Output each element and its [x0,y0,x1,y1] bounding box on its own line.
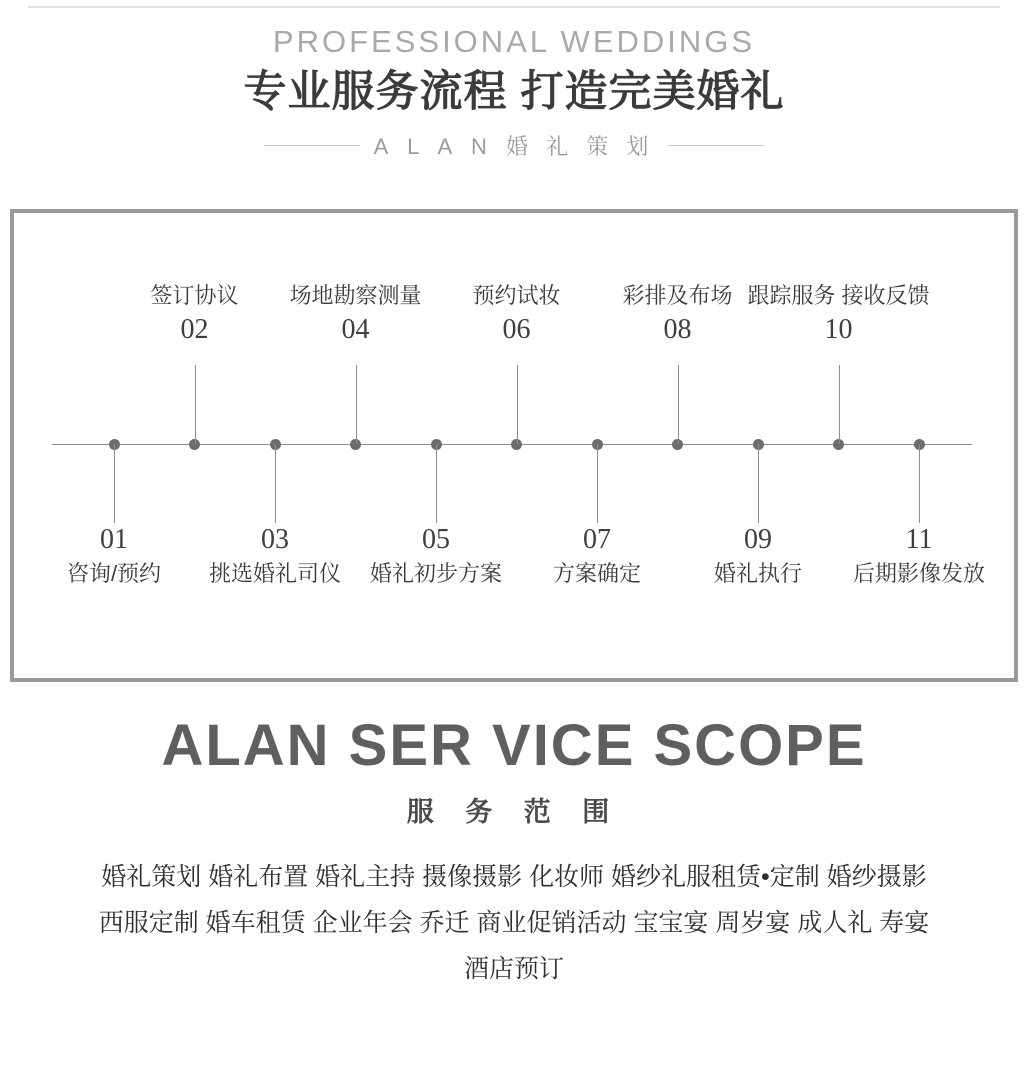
timeline-step-label: 跟踪服务 接收反馈 [747,283,930,308]
timeline-stem [517,365,518,444]
timeline-step-label: 方案确定 [552,561,642,586]
scope-text-block [0,854,1028,992]
timeline-step [472,281,560,347]
timeline-step-label: 婚礼初步方案 [369,561,503,586]
timeline-step [289,281,421,347]
header-subtitle-row [0,130,1028,161]
timeline-step [853,523,985,589]
timeline-step [553,523,641,589]
timeline-stem [356,365,357,444]
header-eyebrow: PROFESSIONAL WEDDINGS [272,24,756,59]
timeline-stem [758,444,759,523]
timeline-step-label: 咨询/预约 [66,561,162,586]
timeline-step-label: 婚礼执行 [713,561,803,586]
timeline-step-number: 03 [260,524,289,555]
timeline-step-number: 08 [663,314,692,345]
timeline-step-number: 04 [341,314,370,345]
service-scope-section [0,710,1028,992]
scope-line: 西服定制 婚车租赁 企业年会 乔迁 商业促销活动 宝宝宴 周岁宴 成人礼 寿宴 [98,909,930,937]
timeline-step [747,281,929,347]
timeline-step [370,523,502,589]
timeline-stem [839,365,840,444]
timeline-step-label: 预约试妆 [472,283,561,308]
subtitle-rule-left [264,145,360,146]
timeline-step-label: 签订协议 [150,283,239,308]
page-header [0,22,1028,161]
scope-title-en: ALAN SER VICE SCOPE [161,713,867,778]
timeline-step-number: 11 [905,524,933,555]
scope-title-cn: 服 务 范 围 [406,797,622,827]
timeline-step-number: 07 [582,524,611,555]
top-divider [28,6,1000,8]
header-subtitle [360,130,669,161]
timeline-step [150,281,238,347]
timeline-stem [114,444,115,523]
timeline-stem [678,365,679,444]
timeline-step [622,281,732,347]
timeline-step-number: 02 [180,314,209,345]
timeline-stem [597,444,598,523]
timeline-step-label: 彩排及布场 [622,283,733,308]
timeline-step-number: 05 [421,524,450,555]
page-title: 专业服务流程 打造完美婚礼 [243,68,785,116]
timeline-step-label: 场地勘察测量 [289,283,422,308]
timeline-step-number: 10 [824,314,853,345]
timeline-step-number: 09 [743,524,772,555]
timeline-stem [195,365,196,444]
timeline-step-label: 挑选婚礼司仪 [208,561,342,586]
service-process-timeline [14,213,1014,678]
timeline-stem [436,444,437,523]
scope-line: 酒店预订 [463,955,564,983]
timeline-step [209,523,341,589]
timeline-step-number: 01 [100,524,128,555]
subtitle-rule-right [668,145,764,146]
timeline-stem [275,444,276,523]
brand-name-en: A L A N [373,134,494,159]
timeline-step [67,523,161,589]
timeline-step [714,523,802,589]
timeline-step-number: 06 [502,314,531,345]
timeline-step-label: 后期影像发放 [852,561,986,586]
timeline-stem [919,444,920,523]
brand-name-cn: 婚 礼 策 划 [506,134,655,159]
timeline-frame [10,209,1018,682]
scope-line: 婚礼策划 婚礼布置 婚礼主持 摄像摄影 化妆师 婚纱礼服租赁•定制 婚纱摄影 [101,863,927,891]
